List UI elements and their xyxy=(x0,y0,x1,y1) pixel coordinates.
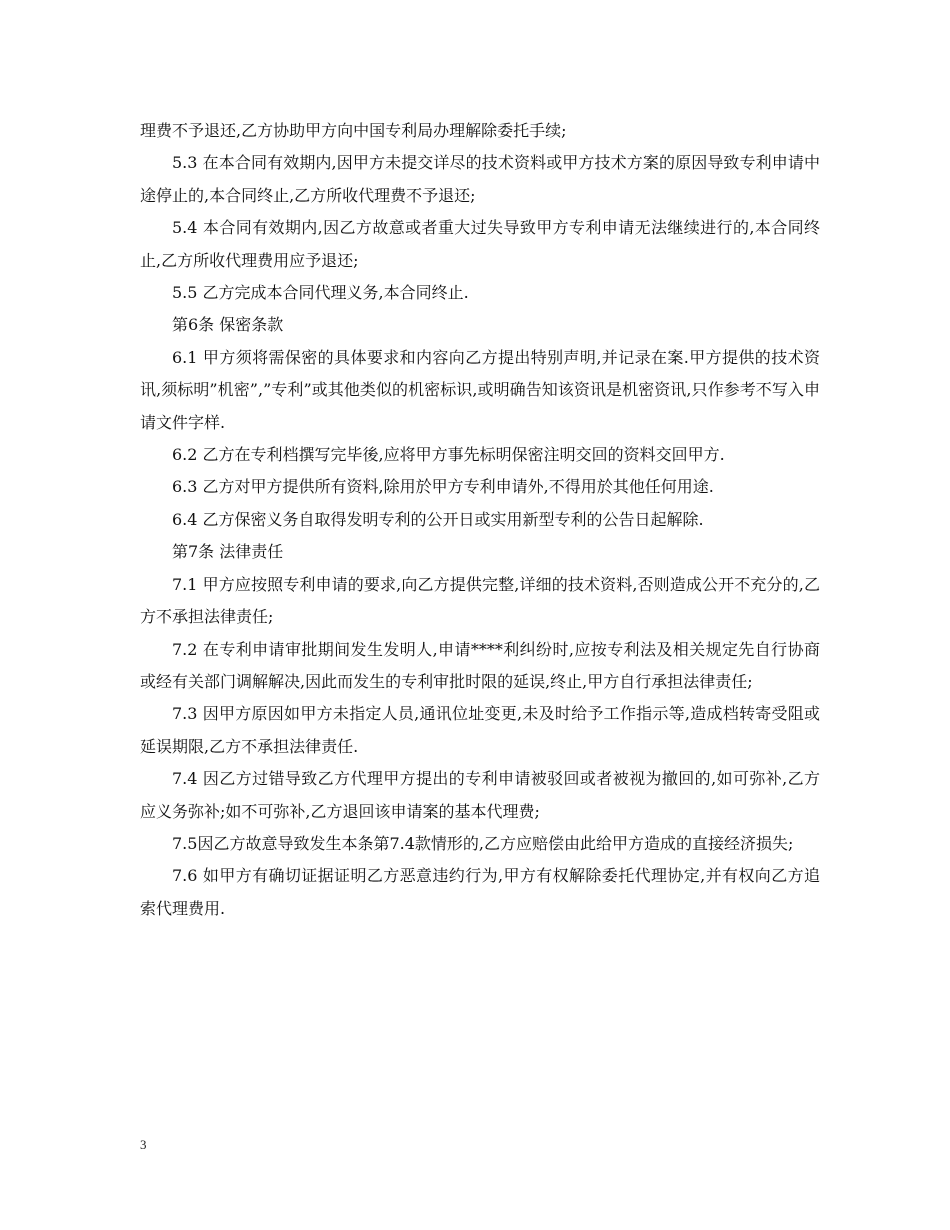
paragraph-7-2: 7.2 在专利申请审批期间发生发明人,申请****利纠纷时,应按专利法及相关规定先自行协商或经有关部门调解解决,因此而发生的专利审批时限的延误,终止,甲方自行承担法律责任; xyxy=(140,639,820,691)
paragraph-6-1: 6.1 甲方须将需保密的具体要求和内容向乙方提出特别声明,并记录在案.甲方提供的技术资讯,须标明”机密”,”专利”或其他类似的机密标识,或明确告知该资讯是机密资讯,只作参考不写入申请文件字样. xyxy=(140,347,820,432)
section-heading-6: 第6条 保密条款 xyxy=(172,315,284,335)
page-number: 3 xyxy=(140,1137,147,1152)
paragraph-5-5: 5.5 乙方完成本合同代理义务,本合同终止. xyxy=(172,283,469,303)
paragraph-5-4: 5.4 本合同有效期内,因乙方故意或者重大过失导致甲方专利申请无法继续进行的,本合同终止,乙方所收代理费用应予退还; xyxy=(140,218,820,270)
paragraph-1: 理费不予退还,乙方协助甲方向中国专利局办理解除委托手续; xyxy=(140,121,567,140)
paragraph-7-6: 7.6 如甲方有确切证据证明乙方恶意违约行为,甲方有权解除委托代理协定,并有权向乙方追索代理费用. xyxy=(140,866,820,918)
section-heading-7: 第7条 法律责任 xyxy=(172,542,284,562)
paragraph-5-3: 5.3 在本合同有效期内,因甲方未提交详尽的技术资料或甲方技术方案的原因导致专利申请中途停止的,本合同终止,乙方所收代理费不予退还; xyxy=(140,153,820,205)
paragraph-7-1: 7.1 甲方应按照专利申请的要求,向乙方提供完整,详细的技术资料,否则造成公开不充分的,乙方不承担法律责任; xyxy=(140,574,820,627)
paragraph-7-4: 7.4 因乙方过错导致乙方代理甲方提出的专利申请被驳回或者被视为撤回的,如可弥补,乙方应义务弥补;如不可弥补,乙方退回该申请案的基本代理费; xyxy=(140,769,820,821)
document-body xyxy=(140,115,820,925)
paragraph-7-3: 7.3 因甲方原因如甲方未指定人员,通讯位址变更,未及时给予工作指示等,造成档转寄受阻或延误期限,乙方不承担法律责任. xyxy=(140,704,820,756)
paragraph-6-4: 6.4 乙方保密义务自取得发明专利的公开日或实用新型专利的公告日起解除. xyxy=(172,509,704,529)
paragraph-7-5: 7.5因乙方故意导致发生本条第7.4款情形的,乙方应赔偿由此给甲方造成的直接经济损失; xyxy=(172,833,794,853)
paragraph-6-2: 6.2 乙方在专利档撰写完毕後,应将甲方事先标明保密注明交回的资料交回甲方. xyxy=(172,445,725,465)
paragraph-6-3: 6.3 乙方对甲方提供所有资料,除用於甲方专利申请外,不得用於其他任何用途. xyxy=(172,477,714,497)
